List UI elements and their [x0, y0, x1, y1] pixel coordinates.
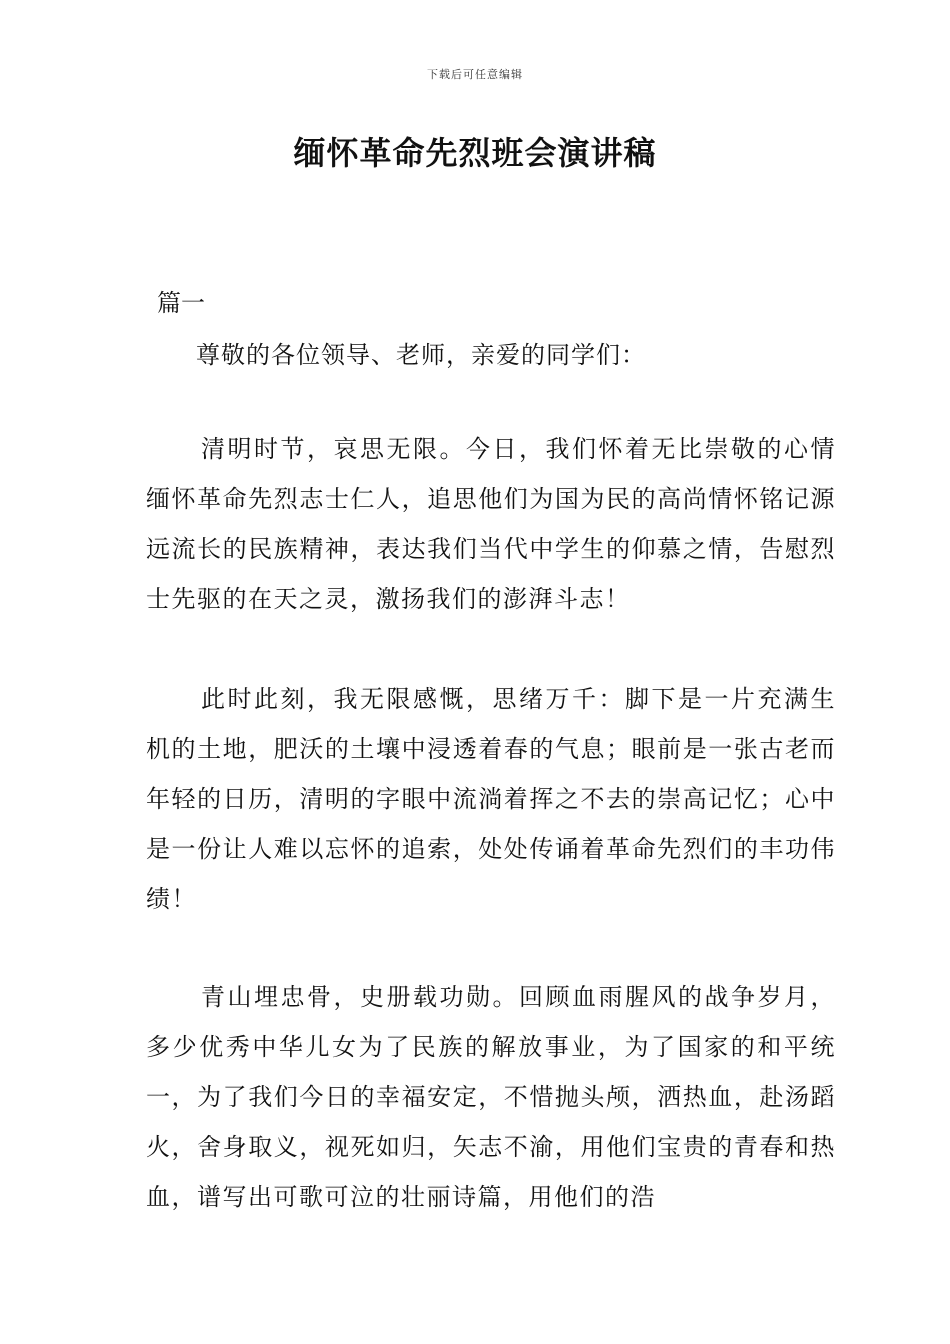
- paragraph-1: [146, 424, 836, 624]
- paragraph-3: [146, 972, 836, 1222]
- salutation: 尊敬的各位领导、老师，亲爱的同学们：: [196, 341, 646, 369]
- paragraph-text: 此时此刻，我无限感慨，思绪万千：脚下是一片充满生机的土地，肥沃的土壤中浸透着春的气息；眼前是一张古老而年轻的日历，清明的字眼中流淌着挥之不去的崇高记忆；心中是一份让人难以忘怀的追索，处处传诵着革命先烈们的丰功伟绩！: [146, 685, 836, 913]
- paragraph-text: 清明时节，哀思无限。今日，我们怀着无比崇敬的心情缅怀革命先烈志士仁人，追思他们为国为民的高尚情怀铭记源远流长的民族精神，表达我们当代中学生的仰慕之情，告慰烈士先驱的在天之灵，激扬我们的澎湃斗志！: [146, 435, 836, 613]
- paragraph-text: 青山埋忠骨，史册载功勋。回顾血雨腥风的战争岁月，多少优秀中华儿女为了民族的解放事业，为了国家的和平统一，为了我们今日的幸福安定，不惜抛头颅，洒热血，赴汤蹈火，舍身取义，视死如归，矢志不渝，用他们宝贵的青春和热血，谱写出可歌可泣的壮丽诗篇，用他们的浩: [146, 983, 836, 1211]
- section-label: 篇一: [157, 289, 205, 317]
- paragraph-2: [146, 674, 836, 924]
- page-title: 缅怀革命先烈班会演讲稿: [293, 134, 657, 172]
- header-note: 下载后可任意编辑: [427, 68, 523, 81]
